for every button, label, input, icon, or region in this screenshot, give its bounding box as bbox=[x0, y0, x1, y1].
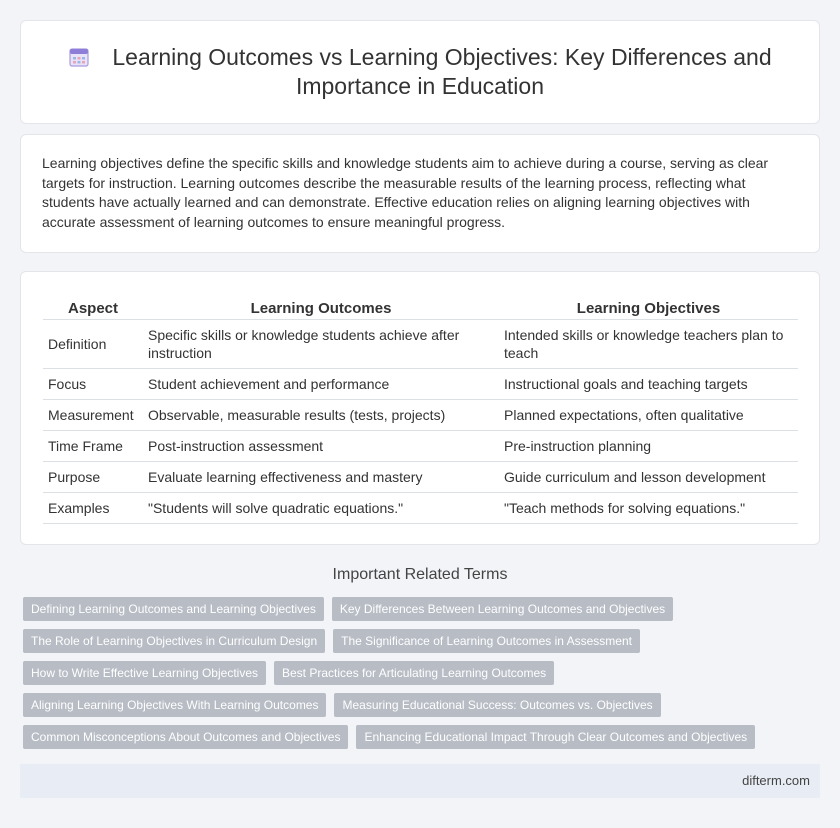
table-row bbox=[43, 492, 798, 523]
related-term-tag[interactable]: The Role of Learning Objectives in Curriculum Design bbox=[23, 629, 325, 653]
table-cell-aspect: Time Frame bbox=[43, 430, 143, 461]
table-header-row bbox=[43, 298, 798, 319]
table-row bbox=[43, 368, 798, 399]
table-row bbox=[43, 319, 798, 368]
comparison-table-card bbox=[20, 271, 820, 545]
table-cell-objectives: Instructional goals and teaching targets bbox=[499, 368, 798, 399]
related-term-tag[interactable]: Aligning Learning Objectives With Learning Outcomes bbox=[23, 693, 326, 717]
related-term-tag[interactable]: Defining Learning Outcomes and Learning Objectives bbox=[23, 597, 324, 621]
footer-site-name: difterm.com bbox=[742, 773, 810, 788]
related-term-tag[interactable]: Key Differences Between Learning Outcomes and Objectives bbox=[332, 597, 673, 621]
table-cell-outcomes: "Students will solve quadratic equations." bbox=[143, 492, 499, 523]
column-header-aspect: Aspect bbox=[43, 298, 143, 319]
table-cell-objectives: Planned expectations, often qualitative bbox=[499, 399, 798, 430]
table-cell-aspect: Definition bbox=[43, 319, 143, 368]
column-header-learning-outcomes: Learning Outcomes bbox=[143, 298, 499, 319]
page-title-text: Learning Outcomes vs Learning Objectives: Key Differences and Importance in Education bbox=[112, 44, 772, 99]
intro-paragraph: Learning objectives define the specific skills and knowledge students aim to achieve during a course, serving as clear targets for instruction. Learning outcomes describe the measurable results of the learning process, reflecting what students have actually learned and can demonstrate. Effective education relies on aligning learning objectives with accurate assessment of learning outcomes to ensure meaningful progress. bbox=[42, 155, 769, 230]
calendar-icon bbox=[68, 46, 90, 68]
related-term-tag[interactable]: Measuring Educational Success: Outcomes vs. Objectives bbox=[334, 693, 660, 717]
comparison-table bbox=[43, 298, 798, 524]
table-cell-aspect: Measurement bbox=[43, 399, 143, 430]
footer bbox=[20, 764, 820, 798]
table-cell-aspect: Examples bbox=[43, 492, 143, 523]
table-row bbox=[43, 430, 798, 461]
intro-card bbox=[20, 134, 820, 253]
related-terms-list bbox=[23, 597, 803, 749]
related-term-tag[interactable]: The Significance of Learning Outcomes in Assessment bbox=[333, 629, 640, 653]
table-row bbox=[43, 461, 798, 492]
related-terms-heading: Important Related Terms bbox=[332, 566, 508, 583]
table-cell-objectives: Pre-instruction planning bbox=[499, 430, 798, 461]
table-cell-outcomes: Observable, measurable results (tests, projects) bbox=[143, 399, 499, 430]
related-term-tag[interactable]: Best Practices for Articulating Learning Outcomes bbox=[274, 661, 554, 685]
related-term-tag[interactable]: Enhancing Educational Impact Through Clear Outcomes and Objectives bbox=[356, 725, 755, 749]
table-cell-objectives: "Teach methods for solving equations." bbox=[499, 492, 798, 523]
column-header-learning-objectives: Learning Objectives bbox=[499, 298, 798, 319]
title-wrap bbox=[21, 43, 819, 101]
table-row bbox=[43, 399, 798, 430]
table-cell-objectives: Intended skills or knowledge teachers plan to teach bbox=[499, 319, 798, 368]
table-cell-aspect: Focus bbox=[43, 368, 143, 399]
related-term-tag[interactable]: How to Write Effective Learning Objectives bbox=[23, 661, 266, 685]
table-cell-outcomes: Post-instruction assessment bbox=[143, 430, 499, 461]
table-cell-outcomes: Specific skills or knowledge students achieve after instruction bbox=[143, 319, 499, 368]
table-cell-aspect: Purpose bbox=[43, 461, 143, 492]
table-cell-outcomes: Evaluate learning effectiveness and mastery bbox=[143, 461, 499, 492]
related-term-tag[interactable]: Common Misconceptions About Outcomes and Objectives bbox=[23, 725, 348, 749]
table-cell-outcomes: Student achievement and performance bbox=[143, 368, 499, 399]
page-title bbox=[68, 44, 771, 99]
table-cell-objectives: Guide curriculum and lesson development bbox=[499, 461, 798, 492]
title-card bbox=[20, 20, 820, 124]
